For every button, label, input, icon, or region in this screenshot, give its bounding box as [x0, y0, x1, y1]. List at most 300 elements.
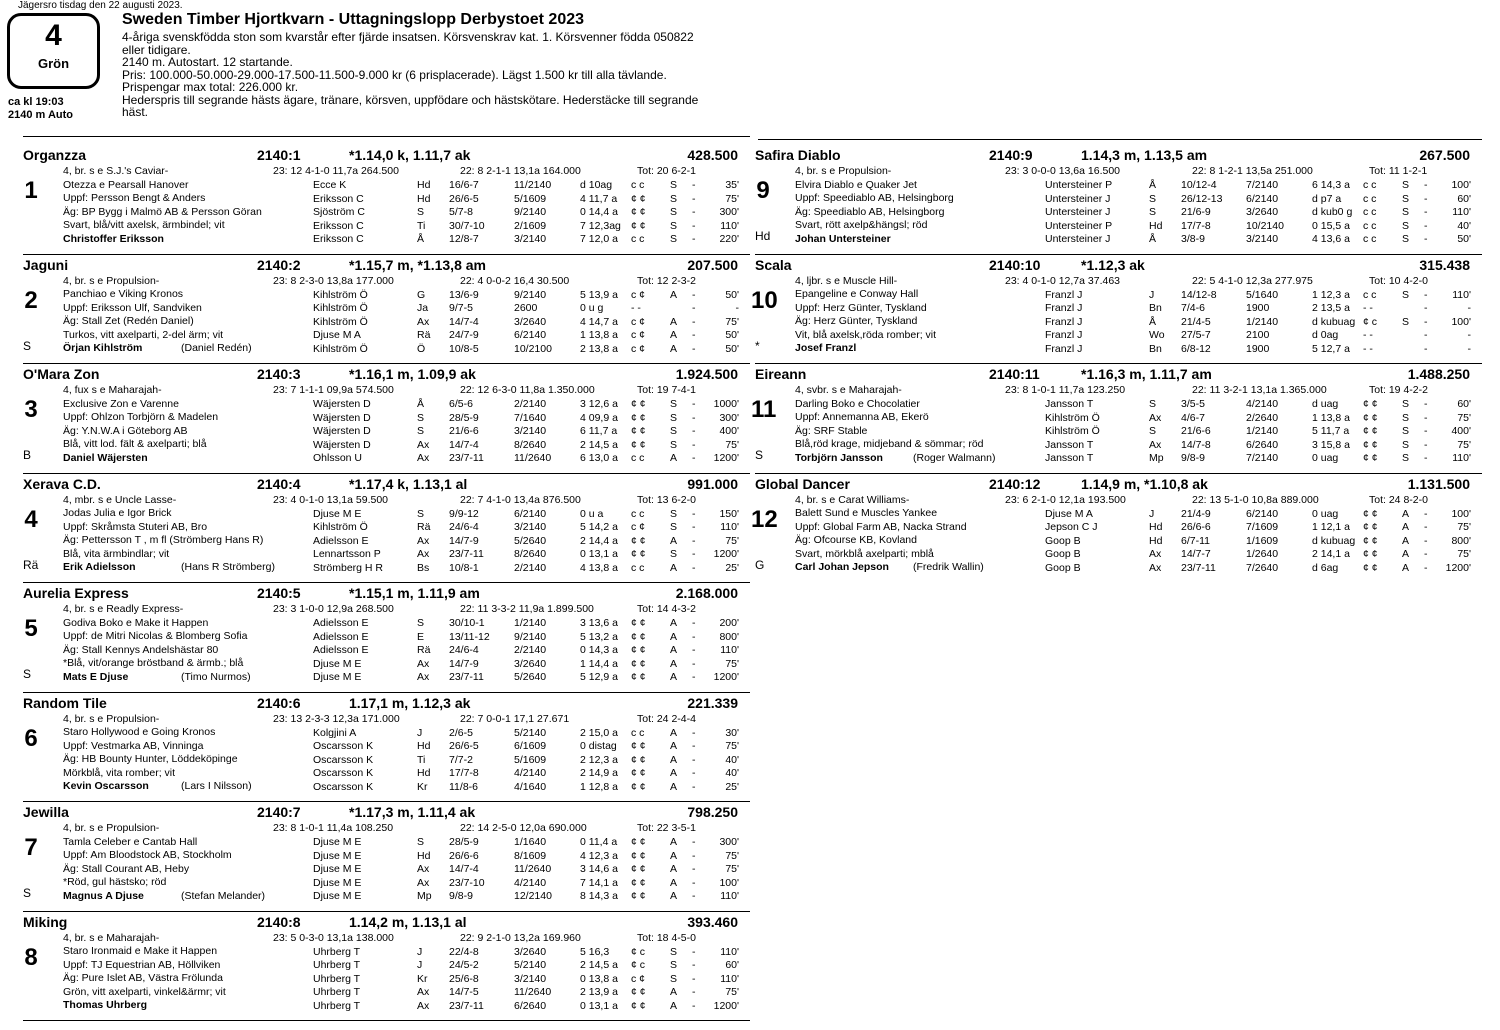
start-driver: Kolgjini A: [313, 726, 357, 739]
start-shoes: ¢ ¢: [631, 206, 646, 219]
horse-shoe-code: *: [755, 338, 760, 353]
start-sulky: S: [670, 438, 678, 451]
stats-total: Tot: 24 8-2-0: [1369, 493, 1428, 506]
start-row: [313, 206, 743, 220]
start-track: S: [417, 206, 425, 219]
start-odds: -: [692, 630, 696, 643]
start-track: Å: [417, 398, 425, 410]
start-prize: 110': [720, 644, 739, 657]
start-row: [1045, 343, 1475, 357]
start-odds: -: [1424, 521, 1428, 534]
start-date: 26/6-6: [449, 849, 479, 862]
horse-start-position: 2140:12: [989, 475, 1041, 492]
start-sulky: S: [670, 972, 678, 985]
horse-number: 4: [24, 505, 38, 533]
start-date: 30/7-10: [449, 219, 485, 232]
start-shoes: ¢ ¢: [631, 438, 646, 451]
start-driver: Ecce K: [313, 179, 347, 191]
start-row: [1045, 302, 1475, 316]
start-shoes: ¢ ¢: [1363, 548, 1378, 561]
start-odds: -: [692, 657, 696, 670]
horse-info-line: Äg: HB Bounty Hunter, Löddeköpinge: [63, 753, 238, 766]
start-date: 6/8-12: [1181, 342, 1211, 355]
start-odds: -: [692, 425, 696, 438]
start-result: 6 14,3 a: [1312, 179, 1350, 191]
driver-line: [795, 342, 1055, 356]
horse-info: [63, 494, 323, 576]
start-sulky: A: [670, 644, 678, 657]
start-sulky: A: [1402, 534, 1410, 547]
stats-total: Tot: 12 2-3-2: [637, 274, 696, 287]
start-post-distance: 2/1609: [514, 219, 547, 232]
start-prize: 60': [1457, 192, 1471, 205]
start-track: Hd: [1149, 521, 1163, 534]
start-driver: Uhrberg T: [313, 945, 361, 958]
start-row: [313, 973, 743, 987]
start-post-distance: 5/1609: [514, 753, 547, 766]
horse-info-line: Balett Sund e Muscles Yankee: [795, 507, 938, 520]
start-odds: -: [692, 534, 696, 547]
start-post-distance: 4/1640: [514, 780, 547, 793]
start-date: 21/6-9: [1181, 206, 1211, 219]
stats-2022: 22: 9 2-1-0 13,2a 169.960: [460, 931, 581, 944]
divider: [23, 136, 750, 137]
start-date: 4/6-7: [1181, 411, 1205, 424]
start-row: [1045, 548, 1475, 562]
driver-line: [63, 780, 323, 794]
start-driver: Kihlström Ö: [313, 288, 368, 301]
start-result: 6 13,0 a: [580, 452, 618, 465]
horse-info-line: Otezza e Pearsall Hanover: [63, 178, 189, 191]
start-row: [313, 398, 743, 412]
horse-number: 11: [751, 396, 777, 423]
start-row: [1045, 412, 1475, 426]
start-shoes: ¢ ¢: [631, 986, 646, 999]
recent-starts: [1045, 398, 1475, 466]
start-sulky: S: [670, 507, 678, 520]
trainer-name: (Hans R Strömberg): [181, 561, 275, 574]
divider: [23, 1020, 750, 1021]
start-post-distance: 1900: [1246, 302, 1270, 315]
start-date: 23/7-11: [449, 999, 484, 1012]
start-shoes: c ¢: [631, 315, 646, 328]
horse-earnings: 267.500: [1419, 147, 1470, 163]
start-row: [313, 727, 743, 741]
start-sulky: A: [670, 890, 678, 903]
dateline: Jägersro tisdag den 22 augusti 2023.: [18, 0, 183, 11]
start-track: Ax: [417, 863, 430, 876]
start-driver: Wäjersten D: [313, 438, 371, 451]
start-shoes: c c: [1363, 288, 1377, 301]
horse-name: Scala: [755, 256, 792, 273]
start-track: J: [1149, 507, 1155, 520]
start-date: 14/7-4: [449, 863, 479, 876]
start-date: 9/9-12: [449, 507, 479, 520]
start-row: [313, 781, 743, 795]
start-post-distance: 6/2140: [514, 507, 547, 520]
start-post-distance: 5/1640: [1246, 288, 1279, 301]
stats-total: Tot: 18 4-5-0: [637, 931, 696, 944]
start-date: 24/6-4: [449, 644, 479, 657]
start-driver: Goop B: [1045, 561, 1081, 574]
start-date: 14/7-4: [449, 438, 479, 451]
horse-name: Random Tile: [23, 694, 107, 711]
horse-info-line: Uppf: Am Bloodstock AB, Stockholm: [63, 849, 232, 862]
start-sulky: A: [670, 780, 678, 793]
horse-earnings: 798.250: [687, 804, 738, 820]
horse-info: [63, 275, 323, 357]
race-desc-line: Hederspris till segrande hästs ägare, tränare, körsven, uppfödare och hästskötare. Hederstäcke till segrande: [122, 92, 699, 107]
driver-name: Carl Johan Jepson: [795, 561, 889, 574]
start-post-distance: 2/2140: [514, 644, 547, 657]
horse-name: Miking: [23, 913, 68, 930]
start-row: [313, 617, 743, 631]
start-track: Mp: [417, 890, 432, 903]
start-date: 10/8-5: [449, 342, 479, 355]
start-result: d 10ag: [580, 179, 613, 191]
start-date: 25/6-8: [449, 972, 479, 985]
start-row: [313, 644, 743, 658]
start-post-distance: 6/1609: [514, 740, 547, 753]
start-track: Bs: [417, 561, 430, 574]
start-shoes: ¢ ¢: [1363, 411, 1378, 424]
horse-info-line: Svart, rött axelp&hängsl; röd: [795, 219, 928, 232]
start-row: [313, 740, 743, 754]
horse-info-line: Grön, vitt axelparti, vinkel&ärmr; vit: [63, 985, 226, 998]
start-shoes: c c: [631, 726, 645, 739]
start-track: S: [417, 617, 425, 629]
start-shoes: ¢ ¢: [631, 644, 646, 657]
horse-info-line: Äg: BP Bygg i Malmö AB & Persson Göran: [63, 205, 262, 218]
start-sulky: A: [670, 740, 678, 753]
horse-earnings: 428.500: [687, 147, 738, 163]
horse-number: 2: [24, 286, 38, 314]
horse-number: 5: [24, 615, 38, 642]
divider: [755, 254, 1482, 255]
horse-entry: [23, 254, 750, 364]
start-date: 14/7-9: [449, 534, 479, 547]
start-sulky: S: [670, 425, 678, 438]
start-prize: 150': [719, 507, 739, 520]
start-driver: Kihlström Ö: [1045, 425, 1100, 438]
start-shoes: - -: [1363, 302, 1373, 315]
start-sulky: S: [1402, 192, 1410, 205]
start-odds: -: [1424, 206, 1428, 219]
start-odds: -: [692, 315, 696, 328]
divider: [755, 363, 1482, 364]
start-sulky: A: [1402, 561, 1410, 574]
start-result: d kubuag: [1312, 315, 1356, 328]
start-date: 10/12-4: [1181, 179, 1217, 191]
start-post-distance: 1/1609: [1246, 534, 1279, 547]
start-date: 22/4-8: [449, 945, 479, 958]
start-shoes: ¢ c: [1363, 315, 1378, 328]
start-post-distance: 4/2140: [514, 876, 547, 889]
horse-info-line: 4, mbr. s e Uncle Lasse-: [63, 493, 177, 506]
start-odds: -: [692, 521, 696, 534]
start-result: 0 u g: [580, 302, 604, 315]
start-odds: -: [692, 329, 696, 342]
start-prize: 75': [725, 986, 739, 999]
horse-earnings: 221.339: [687, 694, 738, 711]
start-driver: Eriksson C: [313, 219, 364, 232]
start-date: 7/4-6: [1181, 302, 1205, 315]
horse-record: *1.12,3 ak: [1081, 256, 1145, 273]
horse-number: 1: [24, 177, 38, 204]
divider: [23, 911, 750, 912]
start-date: 28/5-9: [449, 836, 479, 848]
start-sulky: A: [670, 876, 678, 889]
start-row: [313, 233, 743, 247]
start-row: [313, 863, 743, 877]
horse-info: [63, 713, 323, 795]
horse-entry: [23, 473, 750, 583]
start-result: 1 13,8 a: [1312, 411, 1350, 424]
start-sulky: A: [670, 986, 678, 999]
start-driver: Untersteiner J: [1045, 206, 1111, 219]
start-result: 0 13,8 a: [580, 972, 618, 985]
start-sulky: S: [1402, 315, 1410, 328]
driver-line: [63, 999, 323, 1013]
start-row: [313, 412, 743, 426]
start-driver: Franzl J: [1045, 302, 1083, 315]
start-result: d uag: [1312, 398, 1339, 410]
start-row: [1045, 316, 1475, 330]
start-row: [313, 754, 743, 768]
horse-record: *1.16,3 m, 1.11,7 am: [1081, 366, 1212, 382]
horse-info-line: Uppf: Annemanna AB, Ekerö: [795, 411, 929, 424]
start-prize: 800': [1451, 534, 1471, 547]
start-driver: Uhrberg T: [313, 986, 361, 999]
driver-line: [63, 561, 323, 575]
start-sulky: S: [1402, 288, 1410, 301]
start-driver: Uhrberg T: [313, 959, 361, 972]
start-odds: -: [1424, 534, 1428, 547]
stats-total: Tot: 14 4-3-2: [637, 603, 696, 615]
start-shoes: ¢ c: [631, 959, 646, 972]
horse-info: [63, 603, 323, 685]
start-date: 14/7-5: [449, 986, 479, 999]
start-prize: 100': [1451, 507, 1471, 520]
horse-shoe-code: S: [23, 886, 32, 900]
start-post-distance: 11/2640: [514, 863, 552, 876]
start-driver: Djuse M A: [313, 329, 361, 342]
start-prize: 1200': [713, 452, 739, 465]
start-driver: Sjöström C: [313, 206, 365, 219]
start-result: 8 14,3 a: [580, 890, 618, 903]
horse-info-line: Staro Hollywood e Going Kronos: [63, 726, 216, 739]
start-driver: Kihlström Ö: [313, 315, 368, 328]
start-prize: 75': [725, 657, 739, 670]
horse-entry: [23, 801, 750, 911]
start-prize: 75': [725, 863, 739, 876]
race-desc-line: Pris: 100.000-50.000-29.000-17.500-11.500-9.000 kr (6 prisplacerade). Lägst 1.500 kr till alla tävlande.: [122, 67, 667, 82]
start-sulky: A: [670, 315, 678, 328]
start-odds: -: [692, 753, 696, 766]
start-row: [313, 986, 743, 1000]
horse-info-line: 4, br. s e Propulsion-: [795, 165, 892, 177]
start-driver: Djuse M E: [313, 876, 362, 889]
start-prize: 100': [719, 876, 739, 889]
start-row: [313, 631, 743, 645]
trainer-name: (Fredrik Wallin): [913, 561, 984, 574]
start-result: 1 12,3 a: [1312, 288, 1350, 301]
recent-starts: [313, 508, 743, 576]
start-track: S: [1149, 425, 1157, 438]
start-odds: -: [692, 836, 696, 848]
start-shoes: ¢ ¢: [631, 630, 646, 643]
start-sulky: A: [670, 617, 678, 629]
start-post-distance: 1900: [1246, 342, 1270, 355]
start-driver: Djuse M E: [313, 507, 362, 520]
start-row: [1045, 398, 1475, 412]
start-driver: Jansson T: [1045, 452, 1094, 465]
start-date: 23/7-10: [449, 876, 485, 889]
stats-2023: 23: 6 2-1-0 12,1a 193.500: [1005, 493, 1126, 506]
start-sulky: S: [670, 548, 678, 561]
start-post-distance: 6/2640: [514, 999, 547, 1012]
start-date: 28/5-9: [449, 411, 479, 424]
start-prize: -: [1467, 302, 1471, 315]
start-shoes: ¢ ¢: [1363, 534, 1378, 547]
horse-name: Global Dancer: [755, 475, 850, 492]
start-driver: Wäjersten D: [313, 411, 371, 424]
start-date: 9/7-5: [449, 302, 473, 315]
start-driver: Jepson C J: [1045, 521, 1098, 534]
start-result: 0 14,3 a: [580, 644, 618, 657]
stats-2023: 23: 7 1-1-1 09,9a 574.500: [273, 384, 394, 396]
start-track: Å: [1149, 179, 1157, 191]
horse-info: [795, 384, 1055, 466]
start-post-distance: 3/2640: [514, 657, 547, 670]
start-shoes: ¢ ¢: [1363, 452, 1378, 465]
start-track: Ax: [417, 986, 430, 999]
recent-starts: [313, 727, 743, 795]
start-prize: 110': [1452, 206, 1471, 219]
start-row: [1045, 508, 1475, 522]
start-odds: -: [1424, 398, 1428, 410]
start-sulky: S: [670, 521, 678, 534]
horse-info-line: *Blå, vit/orange bröstband & ärmb.; blå: [63, 657, 244, 670]
start-shoes: c ¢: [631, 342, 646, 355]
start-odds: -: [692, 561, 696, 574]
start-prize: 75': [1457, 521, 1471, 534]
start-result: d kubuag: [1312, 534, 1356, 547]
start-sulky: A: [670, 767, 678, 780]
start-date: 7/7-2: [449, 753, 473, 766]
horse-entry: [23, 582, 750, 692]
start-driver: Ohlsson U: [313, 452, 363, 465]
start-result: 0 14,4 a: [580, 206, 618, 219]
start-result: 2 12,3 a: [580, 753, 618, 766]
start-driver: Untersteiner J: [1045, 233, 1111, 246]
horse-start-position: 2140:7: [257, 804, 301, 820]
start-result: 7 12,3ag: [580, 219, 621, 232]
horse-info: [63, 165, 323, 247]
driver-name: Magnus A Djuse: [63, 889, 144, 902]
race-desc-line: häst.: [122, 105, 149, 119]
stats-total: Tot: 11 1-2-1: [1369, 165, 1428, 177]
start-prize: 60': [1457, 398, 1471, 410]
start-result: 2 14,4 a: [580, 534, 618, 547]
start-odds: -: [692, 986, 696, 999]
start-prize: 75': [1457, 438, 1471, 451]
horse-record: 1.14,3 m, 1.13,5 am: [1081, 147, 1208, 163]
start-sulky: S: [1402, 179, 1410, 191]
start-track: Å: [417, 233, 425, 246]
start-prize: 75': [725, 438, 739, 451]
start-track: Ax: [1149, 561, 1162, 574]
start-prize: 60': [725, 959, 739, 972]
start-odds: -: [692, 863, 696, 876]
start-result: 2 14,9 a: [580, 767, 618, 780]
race-distance-type: 2140 m Auto: [8, 109, 74, 121]
start-track: E: [417, 630, 425, 643]
start-prize: 300': [719, 836, 739, 848]
race-color: Grön: [37, 56, 70, 71]
driver-name: Daniel Wäjersten: [63, 451, 148, 464]
start-post-distance: 9/2140: [514, 630, 547, 643]
start-odds: -: [1424, 548, 1428, 561]
horse-info: [63, 932, 323, 1014]
start-post-distance: 6/2140: [1246, 192, 1279, 205]
horse-info-line: Svart, blå/vitt axelsk, ärmbindel; vit: [63, 219, 225, 232]
stats-2023: 23: 8 2-3-0 13,8a 177.000: [273, 274, 394, 287]
start-result: 3 13,6 a: [580, 617, 618, 629]
start-row: [313, 1000, 743, 1014]
start-odds: -: [692, 959, 696, 972]
start-post-distance: 7/2140: [1246, 179, 1279, 191]
start-odds: -: [692, 342, 696, 355]
start-result: 2 13,5 a: [1312, 302, 1350, 315]
horse-info-line: Exclusive Zon e Varenne: [63, 397, 179, 410]
start-track: Å: [1149, 315, 1157, 328]
start-odds: -: [692, 398, 696, 410]
start-shoes: ¢ ¢: [1363, 507, 1378, 520]
start-date: 13/6-9: [449, 288, 479, 301]
horse-start-position: 2140:2: [257, 256, 301, 273]
start-driver: Franzl J: [1045, 329, 1083, 342]
start-odds: -: [692, 849, 696, 862]
start-track: Ax: [1149, 548, 1162, 561]
stats-total: Tot: 20 6-2-1: [637, 165, 696, 177]
start-row: [1045, 179, 1475, 193]
start-track: Ti: [417, 753, 426, 766]
start-sulky: S: [670, 192, 678, 205]
start-post-distance: 5/2640: [514, 534, 547, 547]
start-sulky: S: [1402, 398, 1410, 410]
start-shoes: c ¢: [631, 972, 646, 985]
stats-2022: 22: 8 1-2-1 13,5a 251.000: [1192, 165, 1313, 177]
start-track: Wo: [1149, 329, 1165, 342]
horse-info-line: Äg: Stall Kennys Andelshästar 80: [63, 643, 219, 656]
start-post-distance: 7/1609: [1246, 521, 1279, 534]
horse-record: *1.14,0 k, 1.11,7 ak: [349, 147, 471, 163]
horse-start-position: 2140:4: [257, 475, 301, 492]
start-driver: Franzl J: [1045, 288, 1083, 301]
start-driver: Adielsson E: [313, 630, 369, 643]
stats-2023: 23: 4 0-1-0 12,7a 37.463: [1005, 274, 1121, 287]
horse-earnings: 1.131.500: [1407, 475, 1470, 492]
start-driver: Franzl J: [1045, 315, 1083, 328]
start-track: J: [417, 726, 423, 739]
horse-start-position: 2140:1: [257, 147, 301, 163]
start-track: S: [1149, 206, 1157, 219]
start-sulky: A: [670, 726, 678, 739]
horse-info-line: Uppf: TJ Equestrian AB, Höllviken: [63, 958, 221, 971]
start-result: 1 13,8 a: [580, 329, 618, 342]
start-sulky: S: [1402, 425, 1410, 438]
